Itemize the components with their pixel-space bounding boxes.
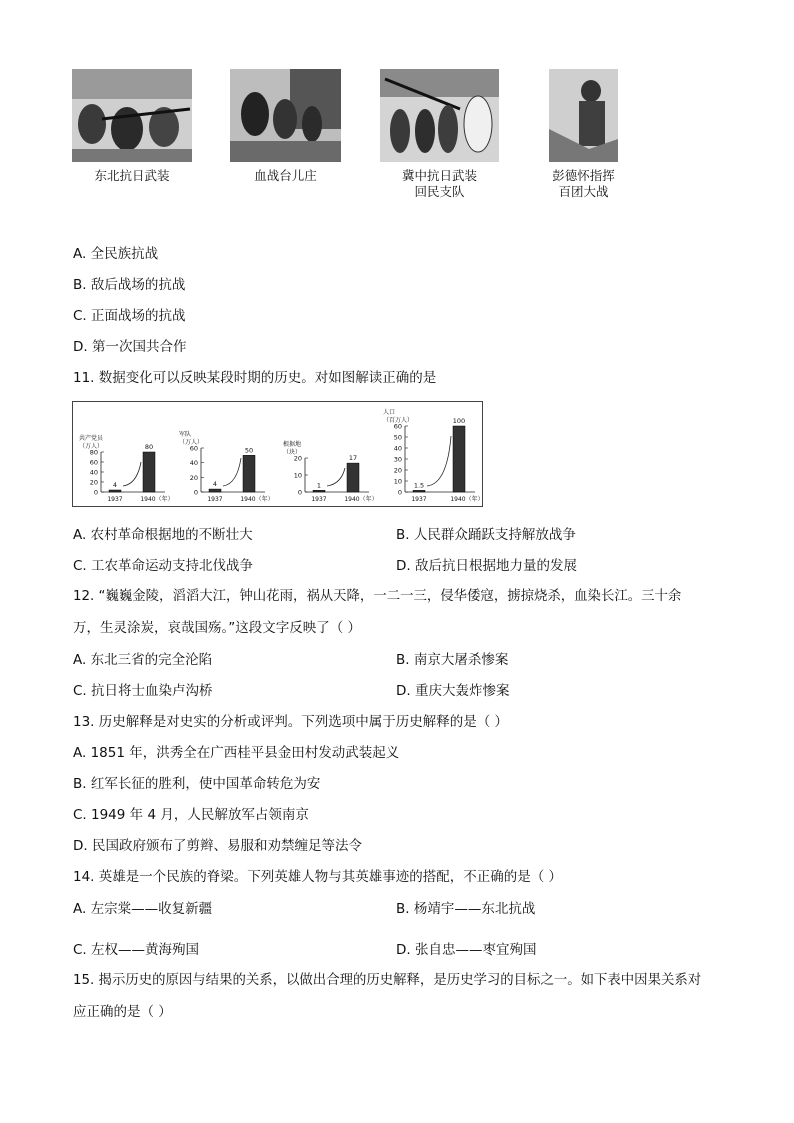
- chart-y-tick-label: 40: [189, 459, 198, 468]
- q14-option-d: D. 张自忠——枣宜殉国: [396, 942, 537, 958]
- chart-bar: [347, 463, 359, 492]
- chart-ylabel: 人口: [383, 409, 396, 416]
- chart-x-tick-label: 1937: [207, 496, 223, 503]
- chart-bar: [143, 452, 155, 492]
- chart-y-tick-label: 20: [393, 466, 402, 475]
- q11-option-d: D. 敌后抗日根据地力量的发展: [396, 558, 577, 574]
- q13-option-a: A. 1851 年，洪秀全在广西桂平县金田村发动武装起义: [73, 745, 400, 761]
- chart-bar: [413, 490, 425, 492]
- photo-jizhong-hui-detachment: [380, 69, 499, 162]
- chart-y-tick-label: 60: [89, 458, 98, 467]
- chart-y-tick-label: 0: [193, 488, 198, 497]
- photo-caption-line: 彭德怀指挥: [552, 168, 615, 183]
- chart-bar: [109, 490, 121, 492]
- soldiers-photo-icon: [72, 69, 192, 162]
- chart-x-tick-label: 1937: [107, 496, 123, 503]
- chart-bar: [313, 490, 325, 492]
- chart-y-tick-label: 20: [293, 454, 302, 463]
- q10-option-c: C. 正面战场的抗战: [73, 308, 186, 324]
- chart-y-tick-label: 0: [93, 488, 98, 497]
- photo-northeast-army: [72, 69, 192, 162]
- chart-y-tick-label: 20: [189, 473, 198, 482]
- chart-bar: [243, 455, 255, 492]
- q13-option-c: C. 1949 年 4 月，人民解放军占领南京: [73, 807, 309, 823]
- chart-ylabel-unit: （万人）: [179, 439, 204, 446]
- chart-y-tick-label: 0: [297, 488, 302, 497]
- q11-option-a: A. 农村革命根据地的不断壮大: [73, 527, 253, 543]
- q10-option-a: A. 全民族抗战: [73, 246, 159, 262]
- soldiers-photo-icon: [230, 69, 341, 162]
- chart-ylabel: 根据地: [283, 441, 302, 448]
- chart-growth-arrow: [123, 462, 141, 486]
- q11-stem: 11. 数据变化可以反映某段时期的历史。对如图解读正确的是: [73, 370, 437, 386]
- chart-y-tick-label: 20: [89, 478, 98, 487]
- chart-x-tick-label: 1937: [411, 496, 427, 503]
- chart-x-tick-label: 1940（年）: [450, 496, 482, 503]
- q12-option-d: D. 重庆大轰炸惨案: [396, 683, 510, 699]
- q14-option-a: A. 左宗棠——收复新疆: [73, 901, 213, 917]
- photo-caption-line: 百团大战: [558, 184, 609, 199]
- q10-option-b: B. 敌后战场的抗战: [73, 277, 186, 293]
- chart-bar: [453, 426, 465, 492]
- chart-data-label: 4: [212, 480, 218, 489]
- chart-data-label: 80: [144, 443, 154, 451]
- chart-ylabel: 共产党员: [79, 435, 104, 442]
- photo-taierzhuang: [230, 69, 341, 162]
- chart-y-tick-label: 50: [393, 433, 402, 442]
- soldiers-photo-icon: [380, 69, 499, 162]
- chart-ylabel-unit: （万人）: [79, 443, 104, 450]
- chart-data-label: 100: [452, 417, 466, 425]
- commander-photo-icon: [549, 69, 618, 162]
- chart-y-tick-label: 60: [189, 444, 198, 453]
- q13-option-d: D. 民国政府颁布了剪辫、易服和劝禁缠足等法令: [73, 838, 362, 854]
- chart-x-tick-label: 1940（年）: [344, 496, 378, 503]
- chart-y-tick-label: 40: [393, 444, 402, 453]
- q13-stem: 13. 历史解释是对史实的分析或评判。下列选项中属于历史解释的是（ ）: [73, 714, 509, 730]
- chart-ylabel-unit: （块）: [283, 449, 302, 456]
- chart-x-tick-label: 1937: [311, 496, 327, 503]
- chart-y-tick-label: 10: [393, 477, 402, 486]
- chart-data-label: 17: [348, 454, 358, 463]
- chart-data-label: 4: [112, 481, 118, 489]
- q10-option-d: D. 第一次国共合作: [73, 339, 187, 355]
- photo-caption-line: 回民支队: [414, 184, 465, 199]
- chart-x-tick-label: 1940（年）: [240, 496, 274, 503]
- chart-ylabel: 军队: [179, 431, 192, 438]
- photo-peng-dehuai: [549, 69, 618, 162]
- chart-bar: [209, 489, 221, 492]
- q11-option-b: B. 人民群众踊跃支持解放战争: [396, 527, 576, 543]
- q15-stem-line1: 15. 揭示历史的原因与结果的关系，以做出合理的历史解释，是历史学习的目标之一。如下表中因果关系对: [73, 973, 702, 988]
- chart-y-tick-label: 40: [89, 468, 98, 477]
- chart-y-tick-label: 60: [393, 422, 402, 431]
- q12-option-a: A. 东北三省的完全沦陷: [73, 652, 213, 668]
- q13-option-b: B. 红军长征的胜利，使中国革命转危为安: [73, 776, 321, 792]
- q15-stem-line2: 应正确的是（ ）: [73, 1004, 172, 1020]
- chart-y-tick-label: 30: [393, 455, 402, 464]
- photo-caption: 血战台儿庄: [254, 168, 317, 183]
- photo-caption: 东北抗日武装: [94, 168, 170, 183]
- q11-option-c: C. 工农革命运动支持北伐战争: [73, 558, 254, 574]
- chart-growth-arrow: [327, 468, 345, 486]
- q14-option-b: B. 杨靖宇——东北抗战: [396, 901, 536, 917]
- q12-stem-line1: 12. “巍巍金陵，滔滔大江，钟山花雨，祸从天降，一二一三，侵华倭寇，掳掠烧杀，血染长江。三十余: [73, 589, 682, 604]
- q14-option-c: C. 左权——黄海殉国: [73, 942, 200, 958]
- chart-growth-arrow: [223, 458, 241, 486]
- chart-y-tick-label: 80: [89, 448, 98, 457]
- q11-bar-charts: [73, 402, 482, 506]
- chart-data-label: 50: [244, 446, 254, 455]
- q11-chart-panel: [72, 401, 483, 507]
- chart-ylabel-unit: （百万人）: [383, 417, 414, 424]
- q12-stem-line2: 万，生灵涂炭，哀哉国殇。”这段文字反映了（ ）: [73, 620, 362, 636]
- chart-data-label: 1.5: [413, 481, 425, 490]
- chart-x-tick-label: 1940（年）: [140, 496, 174, 503]
- photo-caption-line: 冀中抗日武装: [401, 168, 477, 183]
- q14-stem: 14. 英雄是一个民族的脊梁。下列英雄人物与其英雄事迹的搭配，不正确的是（ ）: [73, 869, 563, 885]
- chart-growth-arrow: [427, 436, 451, 486]
- q12-option-b: B. 南京大屠杀惨案: [396, 652, 509, 668]
- chart-y-tick-label: 10: [293, 471, 302, 480]
- chart-y-tick-label: 0: [397, 488, 402, 497]
- q12-option-c: C. 抗日将士血染卢沟桥: [73, 683, 213, 699]
- chart-data-label: 1: [316, 481, 322, 490]
